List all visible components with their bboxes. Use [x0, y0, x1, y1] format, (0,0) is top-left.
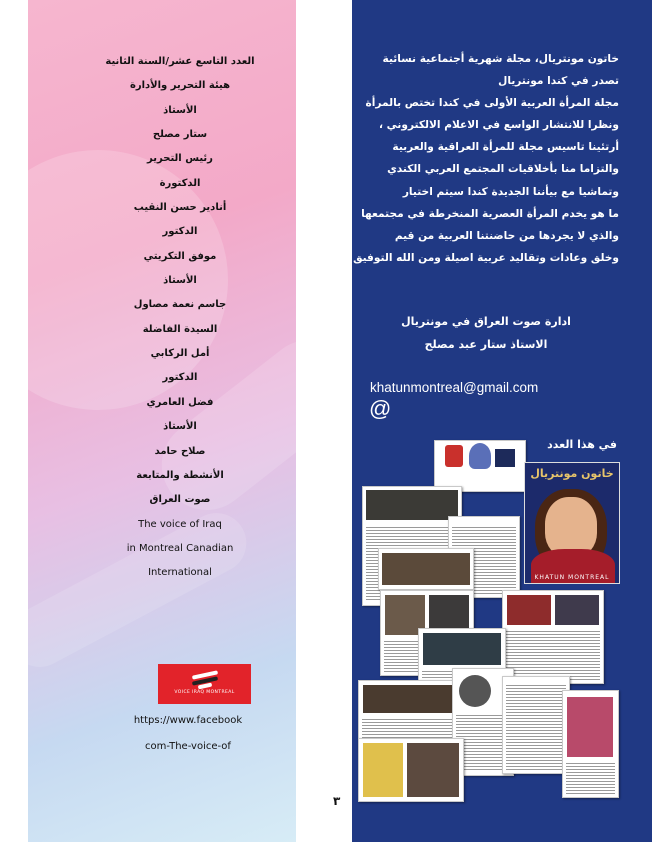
credit-line: جاسم نعمة مصاول — [133, 299, 227, 311]
intro-line: والتزاما منا بأخلاقيات المجتمع العربي الكندي — [387, 163, 619, 176]
article-thumbnail — [434, 440, 526, 492]
magazine-cover-thumbnail — [524, 462, 620, 584]
credit-line: أمل الركابي — [150, 348, 210, 360]
logo-mark-icon — [192, 673, 218, 687]
intro-line: تصدر في كندا مونتريال — [498, 75, 619, 88]
voice-of-iraq-logo — [158, 664, 251, 704]
credit-line: موفق التكريتي — [143, 250, 217, 262]
intro-line: ونظرا للانتشار الواسع في الاعلام الالكتروني ، — [378, 119, 619, 132]
intro-line: مجلة المرأة العربية الأولى في كندا تختص بالمرأة — [365, 97, 619, 110]
link-line: https://www.facebook — [133, 715, 243, 726]
intro-paragraph — [353, 48, 619, 269]
credit-line: رئيس التحرير — [147, 153, 213, 165]
page-number: ٣ — [333, 794, 341, 808]
credit-line: الأنشطة والمتابعة — [136, 469, 224, 481]
cover-footer: KHATUN MONTREAL — [534, 574, 610, 581]
english-line: The voice of Iraq — [138, 518, 222, 530]
credit-line: الدكتور — [162, 226, 198, 238]
credit-line: صوت العراق — [149, 494, 211, 506]
intro-line: وخلق وعادات وتقاليد عربية اصيلة ومن الله التوفيق — [353, 251, 619, 264]
article-thumbnail — [502, 676, 570, 774]
article-thumbnail — [502, 590, 604, 684]
intro-line: والذي لا يجردها من حاضنتنا العربية من قيم — [394, 229, 619, 242]
credit-line: العدد التاسع عشر/السنة الثانية — [105, 56, 255, 67]
at-icon: @ — [369, 396, 392, 421]
credit-line: الأستاذ — [163, 104, 197, 116]
right-panel — [352, 0, 652, 842]
cover-title: خاتون مونتريال — [530, 467, 614, 480]
intro-line: وتماشيا مع بيأننا الجديدة كندا سيتم اختيار — [402, 185, 619, 198]
signature-line: ادارة صوت العراق في مونتريال — [401, 315, 571, 328]
credit-line: أنادير حسن النقيب — [133, 202, 227, 214]
in-this-issue-heading: في هذا العدد — [547, 438, 617, 451]
credit-line: صلاح حامد — [154, 445, 206, 457]
intro-line: ما هو يخدم المرأة العصرية المنخرطة في مجتمعها — [361, 207, 619, 220]
article-thumbnail — [358, 738, 464, 802]
credit-line: الأستاذ — [163, 275, 197, 287]
signature-line: الاستاذ ستار عبد مصلح — [424, 338, 548, 351]
link-line: com-The-voice-of — [145, 741, 231, 752]
credit-line: السيدة الفاضلة — [142, 323, 218, 335]
contact-email[interactable]: khatunmontreal@gmail.com — [370, 380, 539, 395]
credit-line: فضل العامري — [146, 396, 214, 408]
signature-block — [352, 310, 620, 356]
facebook-link[interactable] — [98, 708, 278, 760]
logo-text: VOICE IRAQ MONTREAL — [174, 690, 235, 695]
credit-line: الدكتورة — [159, 177, 201, 189]
english-line: International — [148, 567, 212, 579]
credit-line: الدكتور — [162, 372, 198, 384]
credit-line: ستار مصلح — [152, 129, 208, 141]
credit-line: هيئة التحرير والأدارة — [129, 80, 231, 92]
intro-line: أرتئينا تاسيس مجلة للمرأة العراقية والعربية — [392, 141, 619, 154]
article-thumbnail — [378, 548, 474, 590]
credit-line: الأستاذ — [163, 421, 197, 433]
intro-line: خاتون مونتريال، مجلة شهرية أجتماعية نسائية — [382, 53, 619, 65]
english-line: in Montreal Canadian — [126, 542, 234, 554]
article-thumbnail — [562, 690, 619, 798]
editorial-credits — [100, 50, 260, 586]
